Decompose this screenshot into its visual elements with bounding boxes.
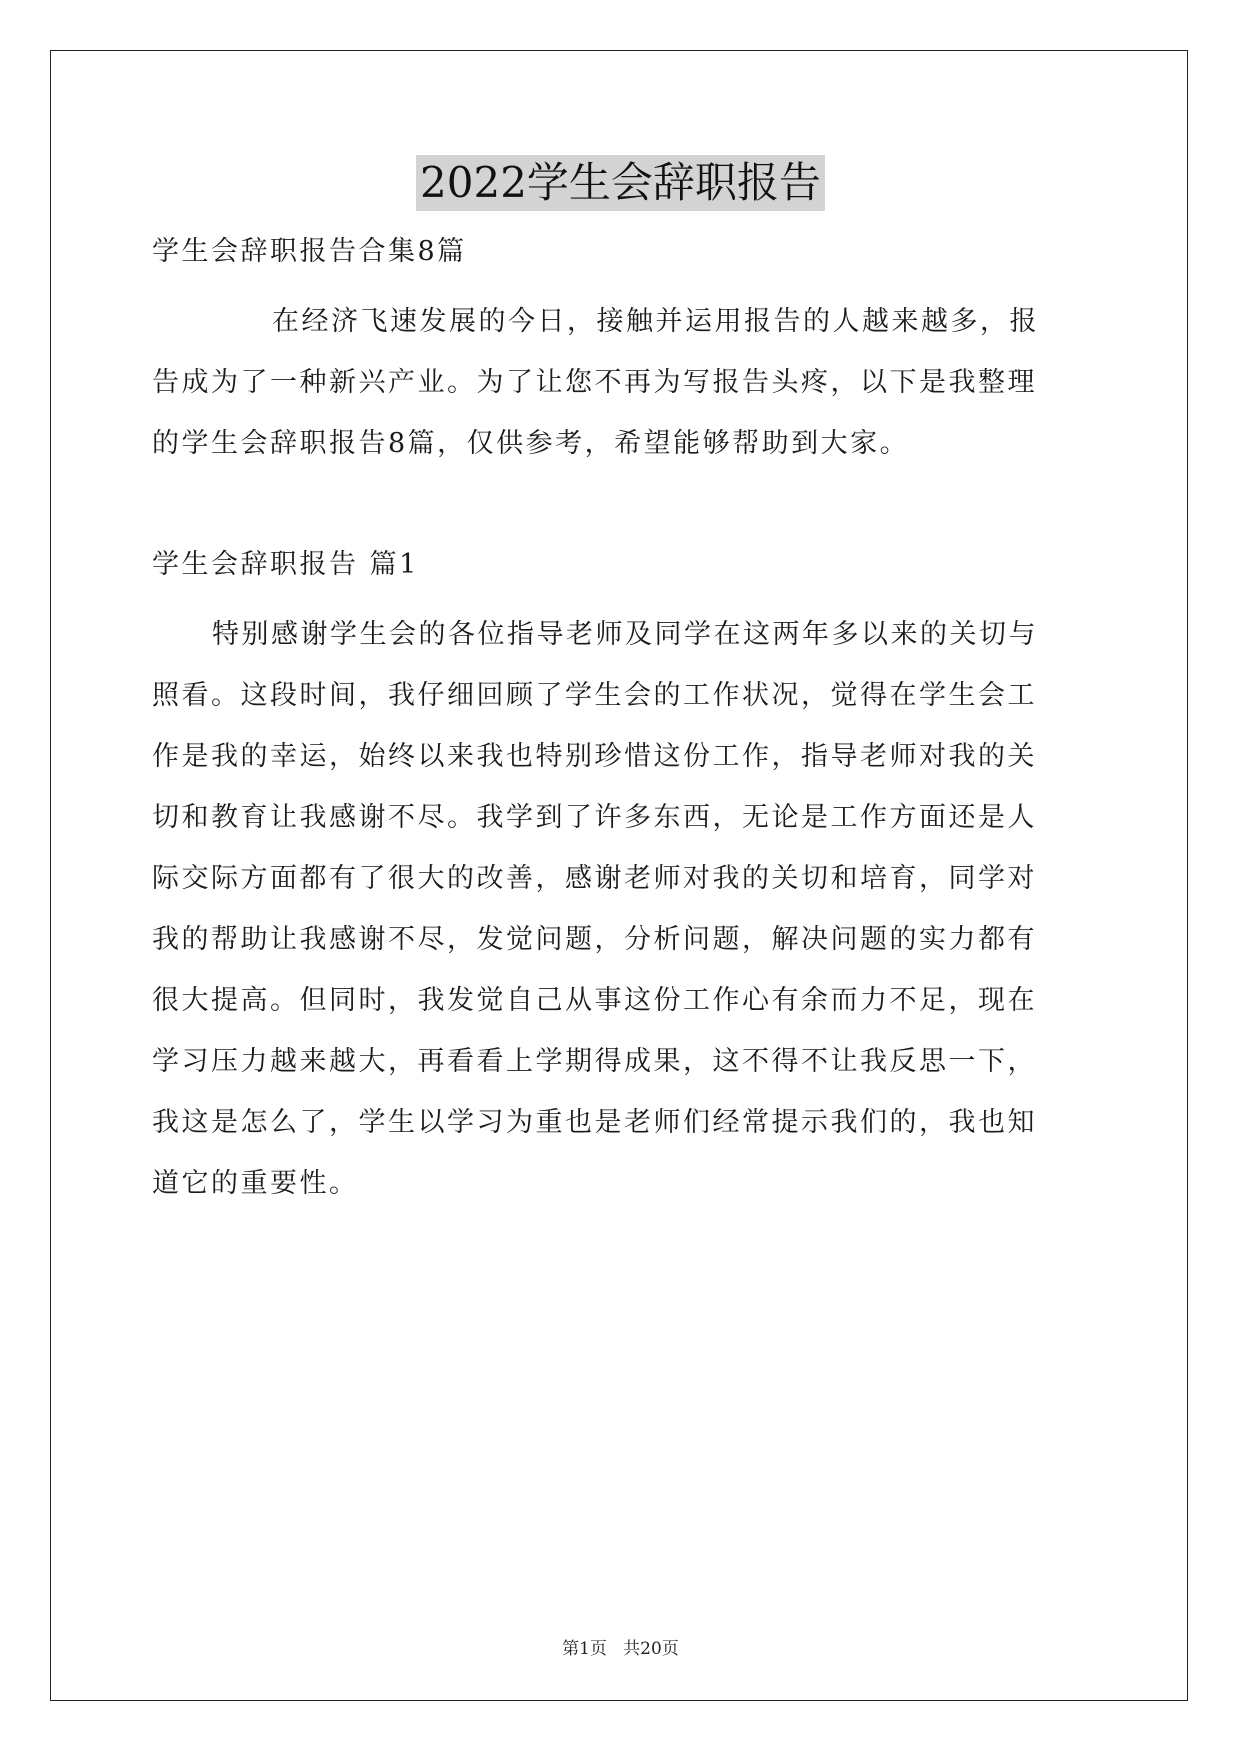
paragraph-line: 很大提高。但同时，我发觉自己从事这份工作心有余而力不足，现在 — [152, 985, 1037, 1016]
paragraph-line: 作是我的幸运，始终以来我也特别珍惜这份工作，指导老师对我的关 — [152, 741, 1037, 772]
paragraph-line: 在经济飞速发展的今日，接触并运用报告的人越来越多，报 — [272, 306, 1039, 337]
page-footer — [0, 1634, 1241, 1659]
paragraph-line: 际交际方面都有了很大的改善，感谢老师对我的关切和培育，同学对 — [152, 863, 1037, 894]
intro-paragraph — [152, 302, 1092, 464]
section-heading: 学生会辞职报告 篇1 — [152, 549, 419, 580]
document-title-block — [0, 155, 1241, 211]
paragraph-line: 道它的重要性。 — [152, 1168, 359, 1199]
document-body — [152, 232, 1092, 1225]
paragraph-line: 的学生会辞职报告8篇，仅供参考，希望能够帮助到大家。 — [152, 428, 910, 459]
paragraph-line: 告成为了一种新兴产业。为了让您不再为写报告头疼，以下是我整理 — [152, 367, 1037, 398]
paragraph-line: 特别感谢学生会的各位指导老师及同学在这两年多以来的关切与 — [212, 619, 1038, 650]
paragraph-line: 我的帮助让我感谢不尽，发觉问题，分析问题，解决问题的实力都有 — [152, 924, 1037, 955]
page-number: 第1页 共20页 — [562, 1639, 679, 1659]
paragraph-line: 学习压力越来越大，再看看上学期得成果，这不得不让我反思一下， — [152, 1046, 1037, 1077]
subtitle: 学生会辞职报告合集8篇 — [152, 236, 467, 267]
paragraph-line: 我这是怎么了，学生以学习为重也是老师们经常提示我们的，我也知 — [152, 1107, 1037, 1138]
body-paragraph — [152, 615, 1092, 1204]
paragraph-line: 照看。这段时间，我仔细回顾了学生会的工作状况，觉得在学生会工 — [152, 680, 1037, 711]
paragraph-line: 切和教育让我感谢不尽。我学到了许多东西，无论是工作方面还是人 — [152, 802, 1037, 833]
document-title: 2022学生会辞职报告 — [416, 155, 825, 211]
